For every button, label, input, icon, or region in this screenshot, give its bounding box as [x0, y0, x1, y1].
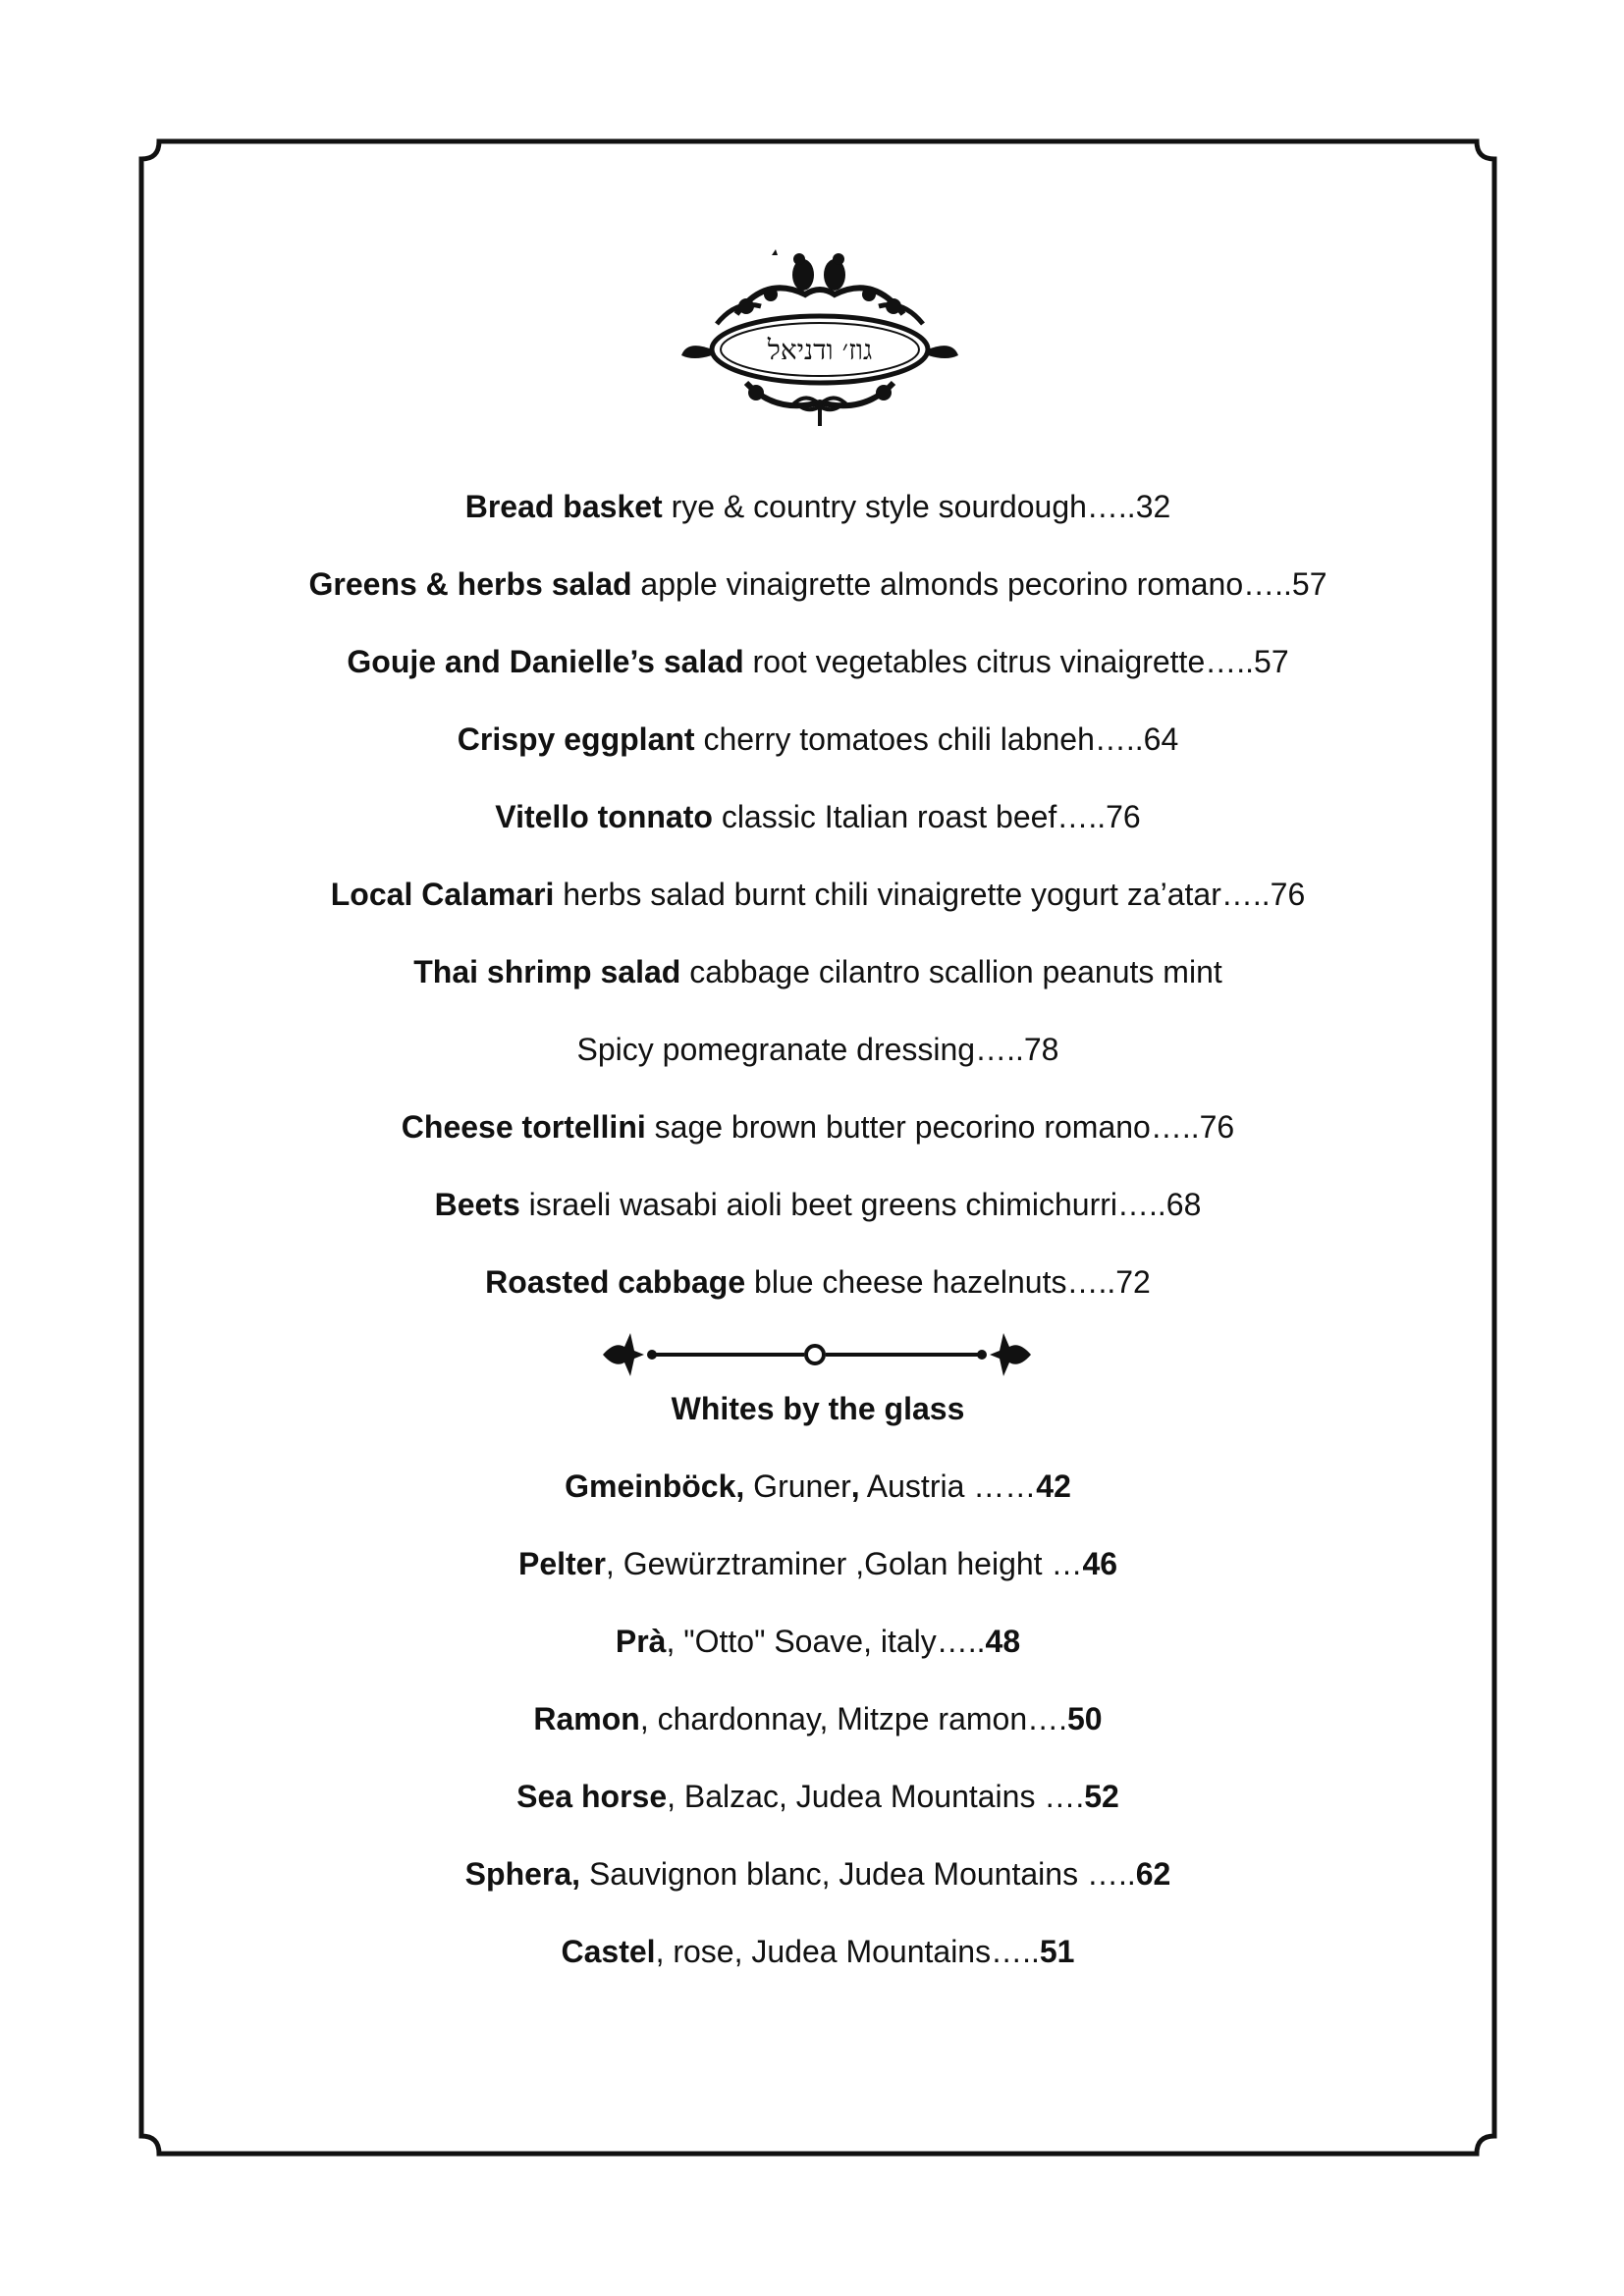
wine-desc: , rose, Judea Mountains…..	[655, 1934, 1040, 1969]
menu-item	[137, 642, 1498, 681]
wine-desc: , chardonnay, Mitzpe ramon….	[639, 1701, 1067, 1736]
wine-item	[137, 1467, 1498, 1506]
wine-price: 48	[985, 1624, 1021, 1659]
menu-item-desc: cherry tomatoes chili labneh…..64	[694, 721, 1179, 757]
menu-item	[137, 875, 1498, 914]
menu-item-name: Crispy eggplant	[457, 721, 695, 757]
wine-desc: Gruner	[744, 1468, 851, 1504]
wine-name: Castel	[561, 1934, 656, 1969]
wine-desc-rest: Austria ……	[859, 1468, 1037, 1504]
wine-name: Gmeinböck,	[565, 1468, 745, 1504]
restaurant-logo	[677, 245, 962, 432]
wine-price: 42	[1036, 1468, 1071, 1504]
menu-item-name: Greens & herbs salad	[308, 566, 632, 602]
menu-item	[137, 564, 1498, 604]
menu-item-name: Roasted cabbage	[485, 1264, 746, 1300]
menu-item-name: Beets	[434, 1187, 520, 1222]
menu-item	[137, 797, 1498, 836]
menu-item-name: Local Calamari	[330, 877, 555, 912]
menu-item-name: Cheese tortellini	[401, 1109, 646, 1145]
wine-name: Prà	[615, 1624, 667, 1659]
wine-item	[137, 1544, 1498, 1583]
menu-item-continuation	[137, 1030, 1498, 1069]
menu-item-desc: herbs salad burnt chili vinaigrette yogurt za’atar…..76	[554, 877, 1306, 912]
menu-item-desc: rye & country style sourdough…..32	[662, 489, 1171, 524]
menu-item-desc: root vegetables citrus vinaigrette…..57	[743, 644, 1289, 679]
wine-desc: , Gewürztraminer ,Golan height …	[605, 1546, 1083, 1581]
menu-item-desc: blue cheese hazelnuts…..72	[745, 1264, 1151, 1300]
menu-item-desc: classic Italian roast beef…..76	[712, 799, 1141, 834]
wine-price: 46	[1082, 1546, 1118, 1581]
wine-separator: ,	[850, 1468, 860, 1504]
section-heading: Whites by the glass	[671, 1391, 965, 1426]
flourish-divider-icon	[601, 1327, 1033, 1382]
menu-item-desc: apple vinaigrette almonds pecorino romano…..57	[631, 566, 1327, 602]
menu-item-desc: cabbage cilantro scallion peanuts mint	[680, 954, 1222, 989]
wine-price: 52	[1084, 1779, 1119, 1814]
wine-price: 50	[1067, 1701, 1103, 1736]
menu-item-name: Thai shrimp salad	[413, 954, 681, 989]
wine-name: Pelter	[517, 1546, 606, 1581]
wine-item	[137, 1699, 1498, 1738]
wine-name: Ramon	[533, 1701, 640, 1736]
wine-price: 62	[1135, 1856, 1171, 1892]
logo-text: גוז׳ ודניאל	[767, 334, 873, 366]
menu-item-name: Bread basket	[464, 489, 663, 524]
menu-item-name: Gouje and Danielle’s salad	[347, 644, 744, 679]
wine-name: Sphera,	[464, 1856, 581, 1892]
wine-item	[137, 1932, 1498, 1971]
wine-item	[137, 1777, 1498, 1816]
wine-desc: Sauvignon blanc, Judea Mountains …..	[580, 1856, 1136, 1892]
menu-item	[137, 952, 1498, 991]
menu-item	[137, 720, 1498, 759]
wine-price: 51	[1039, 1934, 1075, 1969]
wine-desc: , Balzac, Judea Mountains ….	[667, 1779, 1085, 1814]
logo-emblem-icon	[677, 245, 962, 432]
menu-item	[137, 1107, 1498, 1147]
menu-item	[137, 487, 1498, 526]
menu-item-desc: israeli wasabi aioli beet greens chimichurri…..68	[519, 1187, 1202, 1222]
wine-name: Sea horse	[516, 1779, 668, 1814]
wine-item	[137, 1854, 1498, 1894]
menu-item-name: Vitello tonnato	[495, 799, 713, 834]
menu-item	[137, 1185, 1498, 1224]
ornament-divider	[601, 1327, 1033, 1382]
wine-item	[137, 1622, 1498, 1661]
menu-item-desc: Spicy pomegranate dressing…..78	[576, 1032, 1059, 1067]
menu-item-desc: sage brown butter pecorino romano…..76	[645, 1109, 1235, 1145]
wine-desc: , "Otto" Soave, italy…..	[666, 1624, 986, 1659]
menu-item	[137, 1262, 1498, 1302]
